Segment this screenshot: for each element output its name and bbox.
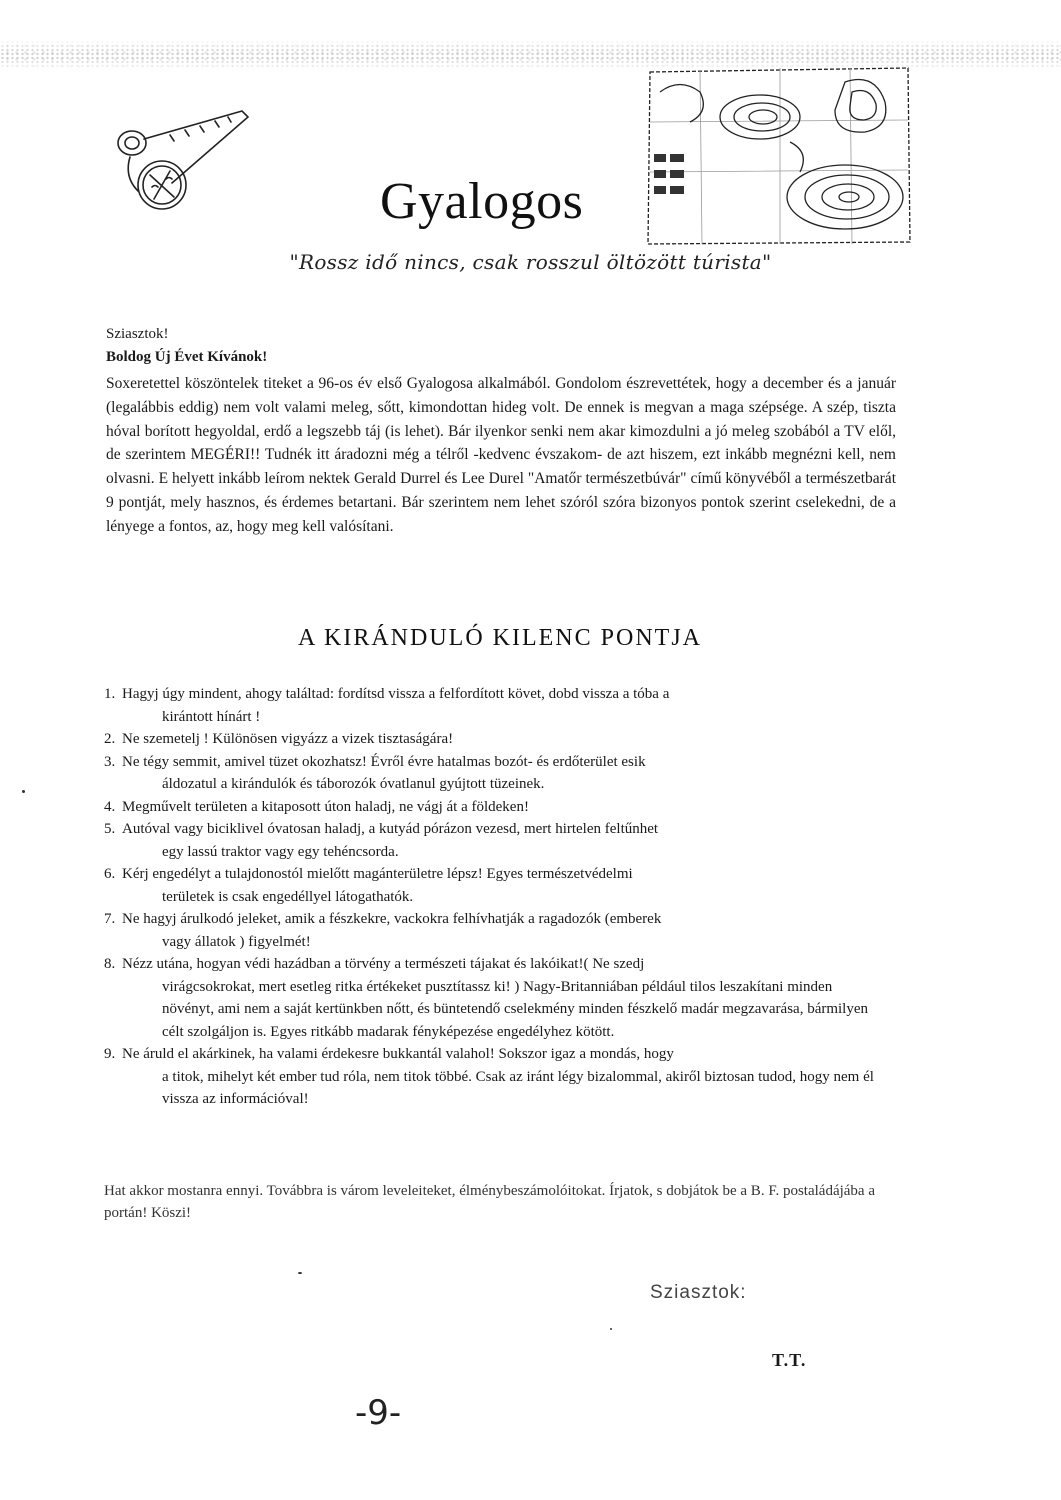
section-heading: A KIRÁNDULÓ KILENC PONTJA	[298, 625, 702, 651]
topographic-map-icon	[640, 62, 915, 247]
rule-text-rest: egy lassú traktor vagy egy tehéncsorda.	[162, 843, 399, 860]
rule-number: 7.	[104, 911, 116, 927]
rule-text-rest: áldozatul a kirándulók és táborozók óvatlanul gyújtott tüzeinek.	[162, 776, 545, 792]
greeting-line: Sziasztok!	[106, 326, 169, 342]
scan-speck	[610, 1328, 612, 1330]
newsletter-title: Gyalogos	[380, 173, 584, 230]
rule-text-rest: a titok, mihelyt két ember tud róla, nem titok többé. Csak az iránt légy bizalommal, akiről biztosan tudod, hogy nem él vissza az információval!	[162, 1068, 874, 1107]
rule-text-rest: virágcsokrokat, mert esetleg ritka értékeket pusztítassz ki! ) Nagy-Britanniában például tilos leszakítani minden növényt, ami nem a saját kertünkben nőtt, és büntetendő cselekmény minden fészkelő madár megzavarása, bármilyen célt szolgáljon is. Egyes ritkább madarak fényképezése engedélyhez kötött.	[162, 978, 869, 1040]
scan-speck	[22, 790, 25, 793]
signature-greeting: Sziasztok:	[650, 1282, 747, 1303]
rule-text-first: Ne szemetelj ! Különösen vigyázz a vizek tisztaságára!	[122, 731, 454, 747]
rule-item	[104, 908, 884, 953]
rule-number: 1.	[104, 686, 116, 702]
rule-text-first: Kérj engedélyt a tulajdonostól mielőtt magánterületre lépsz! Egyes természetvédelmi	[122, 866, 633, 882]
rule-item	[104, 863, 884, 908]
rule-number: 9.	[104, 1046, 116, 1062]
intro-paragraph: Soxeretettel köszöntelek titeket a 96-os év első Gyalogosa alkalmából. Gondolom észrevettétek, hogy a december és a január (legalábbis eddig) nem volt valami meleg, sőtt, kimondottan hideg volt. De ennek is megvan a maga szépsége. A szép, tiszta hóval borított hegyoldal, erdő a legszebb táj (is lehet). Bár ilyenkor senki nem akar kimozdulni a jó meleg szobából a TV elől, de szerintem MEGÉRI!! Tudnék itt áradozni még a télről -kedvenc évszakom- de azt hiszem, ezt inkább megnézni kell, nem olvasni. E helyett inkább leírom nektek Gerald Durrel és Lee Durel "Amatőr természetbúvár" című könyvéből a természetbarát 9 pontját, mely hasznos, és érdemes betartani. Bár szerintem nem lehet szóról szóra bizonyos pontok szerint cselekedni, de a lényege a fontos, az, hogy meg kell valósítani.	[106, 375, 896, 535]
compass-cone-logo-icon	[110, 105, 260, 220]
rule-text-first: Ne áruld el akárkinek, ha valami érdekesre bukkantál valahol! Sokszor igaz a mondás, hogy	[122, 1046, 674, 1062]
rule-number: 3.	[104, 753, 116, 770]
page-number: -9-	[355, 1393, 402, 1433]
rule-text-first: Ne hagyj árulkodó jeleket, amik a fészkekre, vackokra felhívhatják a ragadozók (emberek	[122, 911, 662, 927]
rule-item	[104, 683, 884, 728]
scan-speck	[298, 1272, 302, 1274]
rule-item	[104, 953, 884, 1043]
rule-text-rest: kirántott hínárt !	[162, 708, 261, 725]
rule-number: 4.	[104, 798, 116, 815]
rule-number: 6.	[104, 866, 116, 882]
rule-text-first: Hagyj úgy mindent, ahogy találtad: fordítsd vissza a felfordított követ, dobd vissza a tóba a	[122, 686, 670, 702]
rule-item	[104, 728, 884, 751]
rule-number: 2.	[104, 731, 116, 747]
new-year-wish: Boldog Új Évet Kívánok!	[106, 349, 268, 365]
rule-item	[104, 1043, 884, 1111]
rule-number: 5.	[104, 821, 116, 837]
rule-text-first: Megművelt területen a kitaposott úton haladj, ne vágj át a földeken!	[122, 798, 529, 815]
rules-list	[104, 683, 884, 1111]
rule-text-rest: vagy állatok ) figyelmét!	[162, 933, 311, 950]
rule-text-rest: területek is csak engedéllyel látogathatók.	[162, 888, 414, 905]
rule-item	[104, 751, 884, 796]
rule-text-first: Autóval vagy biciklivel óvatosan haladj, a kutyád pórázon vezesd, mert hirtelen feltűnhet	[122, 821, 659, 837]
rule-text-first: Ne tégy semmit, amivel tüzet okozhatsz! Évről évre hatalmas bozót- és erdőterület esik	[122, 753, 646, 770]
signature-initials: T.T.	[772, 1350, 807, 1370]
closing-paragraph: Hat akkor mostanra ennyi. Továbbra is várom leveleiteket, élménybeszámolóitokat. Írjatok, s dobjátok be a B. F. postaládájába a portán! Köszi!	[104, 1183, 875, 1221]
rule-text-first: Nézz utána, hogyan védi hazádban a törvény a természeti tájakat és lakóikat!( Ne szedj	[122, 956, 645, 972]
rule-item	[104, 818, 884, 863]
rule-number: 8.	[104, 956, 116, 972]
newsletter-motto: "Rossz idő nincs, csak rosszul öltözött túrista"	[289, 250, 772, 274]
rule-item	[104, 796, 884, 819]
